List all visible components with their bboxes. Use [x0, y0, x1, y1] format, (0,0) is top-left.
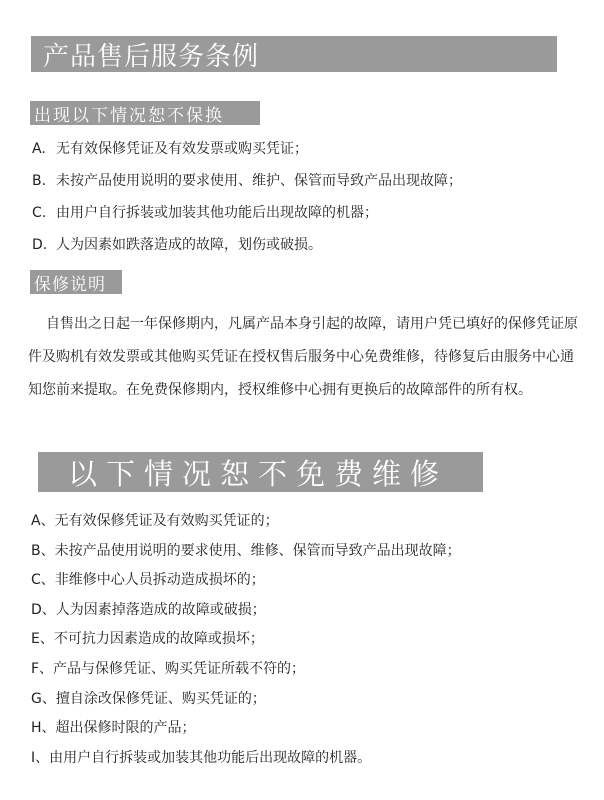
list-item: A、无有效保修凭证及有效购买凭证的；: [31, 513, 279, 529]
item-text: 由用户自行拆装或加装其他功能后出现故障的机器；: [56, 205, 378, 221]
no-free-repair-list: [31, 511, 461, 777]
list-item: C、非维修中心人员拆动造成损坏的；: [31, 572, 265, 589]
item-letter: B.: [32, 173, 47, 189]
section-heading-no-free-repair: [38, 452, 483, 492]
page-title: 产品售后服务条例: [43, 41, 260, 72]
title-banner: [31, 36, 557, 72]
list-item: [32, 139, 462, 171]
warranty-paragraph: 自售出之日起一年保修期内，凡属产品本身引起的故障，请用户凭已填好的保修凭证原件及购机有效发票或其他购买凭证在授权售后服务中心免费维修，待修复后由服务中心通知您前来提取。在免费保修期内，授权维修中心拥有更换后的故障部件的所有权。: [28, 316, 578, 398]
no-exchange-list: [32, 139, 462, 267]
item-text: 无有效保修凭证及有效发票或购买凭证；: [56, 141, 308, 157]
section-heading-warranty: [30, 270, 122, 294]
section-heading-no-exchange: [30, 101, 260, 125]
item-letter: C.: [32, 205, 47, 221]
section-heading-text: 保修说明: [34, 274, 106, 295]
list-item: I、由用户自行拆装或加装其他功能后出现故障的机器。: [31, 749, 372, 766]
list-item: F、产品与保修凭证、购买凭证所载不符的；: [31, 660, 306, 677]
list-item: D、人为因素掉落造成的故障或破损；: [31, 601, 266, 618]
item-letter: A.: [32, 141, 46, 157]
list-item: E、不可抗力因素造成的故障或损坏；: [31, 631, 264, 648]
list-item: [32, 203, 462, 235]
item-letter: D.: [32, 237, 48, 253]
list-item: B、未按产品使用说明的要求使用、维修、保管而导致产品出现故障；: [31, 542, 461, 559]
item-text: 未按产品使用说明的要求使用、维护、保管而导致产品出现故障；: [56, 173, 462, 189]
list-item: [32, 171, 462, 203]
section-heading-text: 出现以下情况恕不保换: [34, 105, 224, 126]
list-item: G、擅自涂改保修凭证、购买凭证的；: [31, 690, 266, 707]
section-heading-text: 以下情况恕不免费维修: [68, 456, 449, 491]
list-item: H、超出保修时限的产品；: [31, 720, 196, 737]
item-text: 人为因素如跌落造成的故障，划伤或破损。: [56, 237, 322, 253]
list-item: [32, 235, 462, 267]
